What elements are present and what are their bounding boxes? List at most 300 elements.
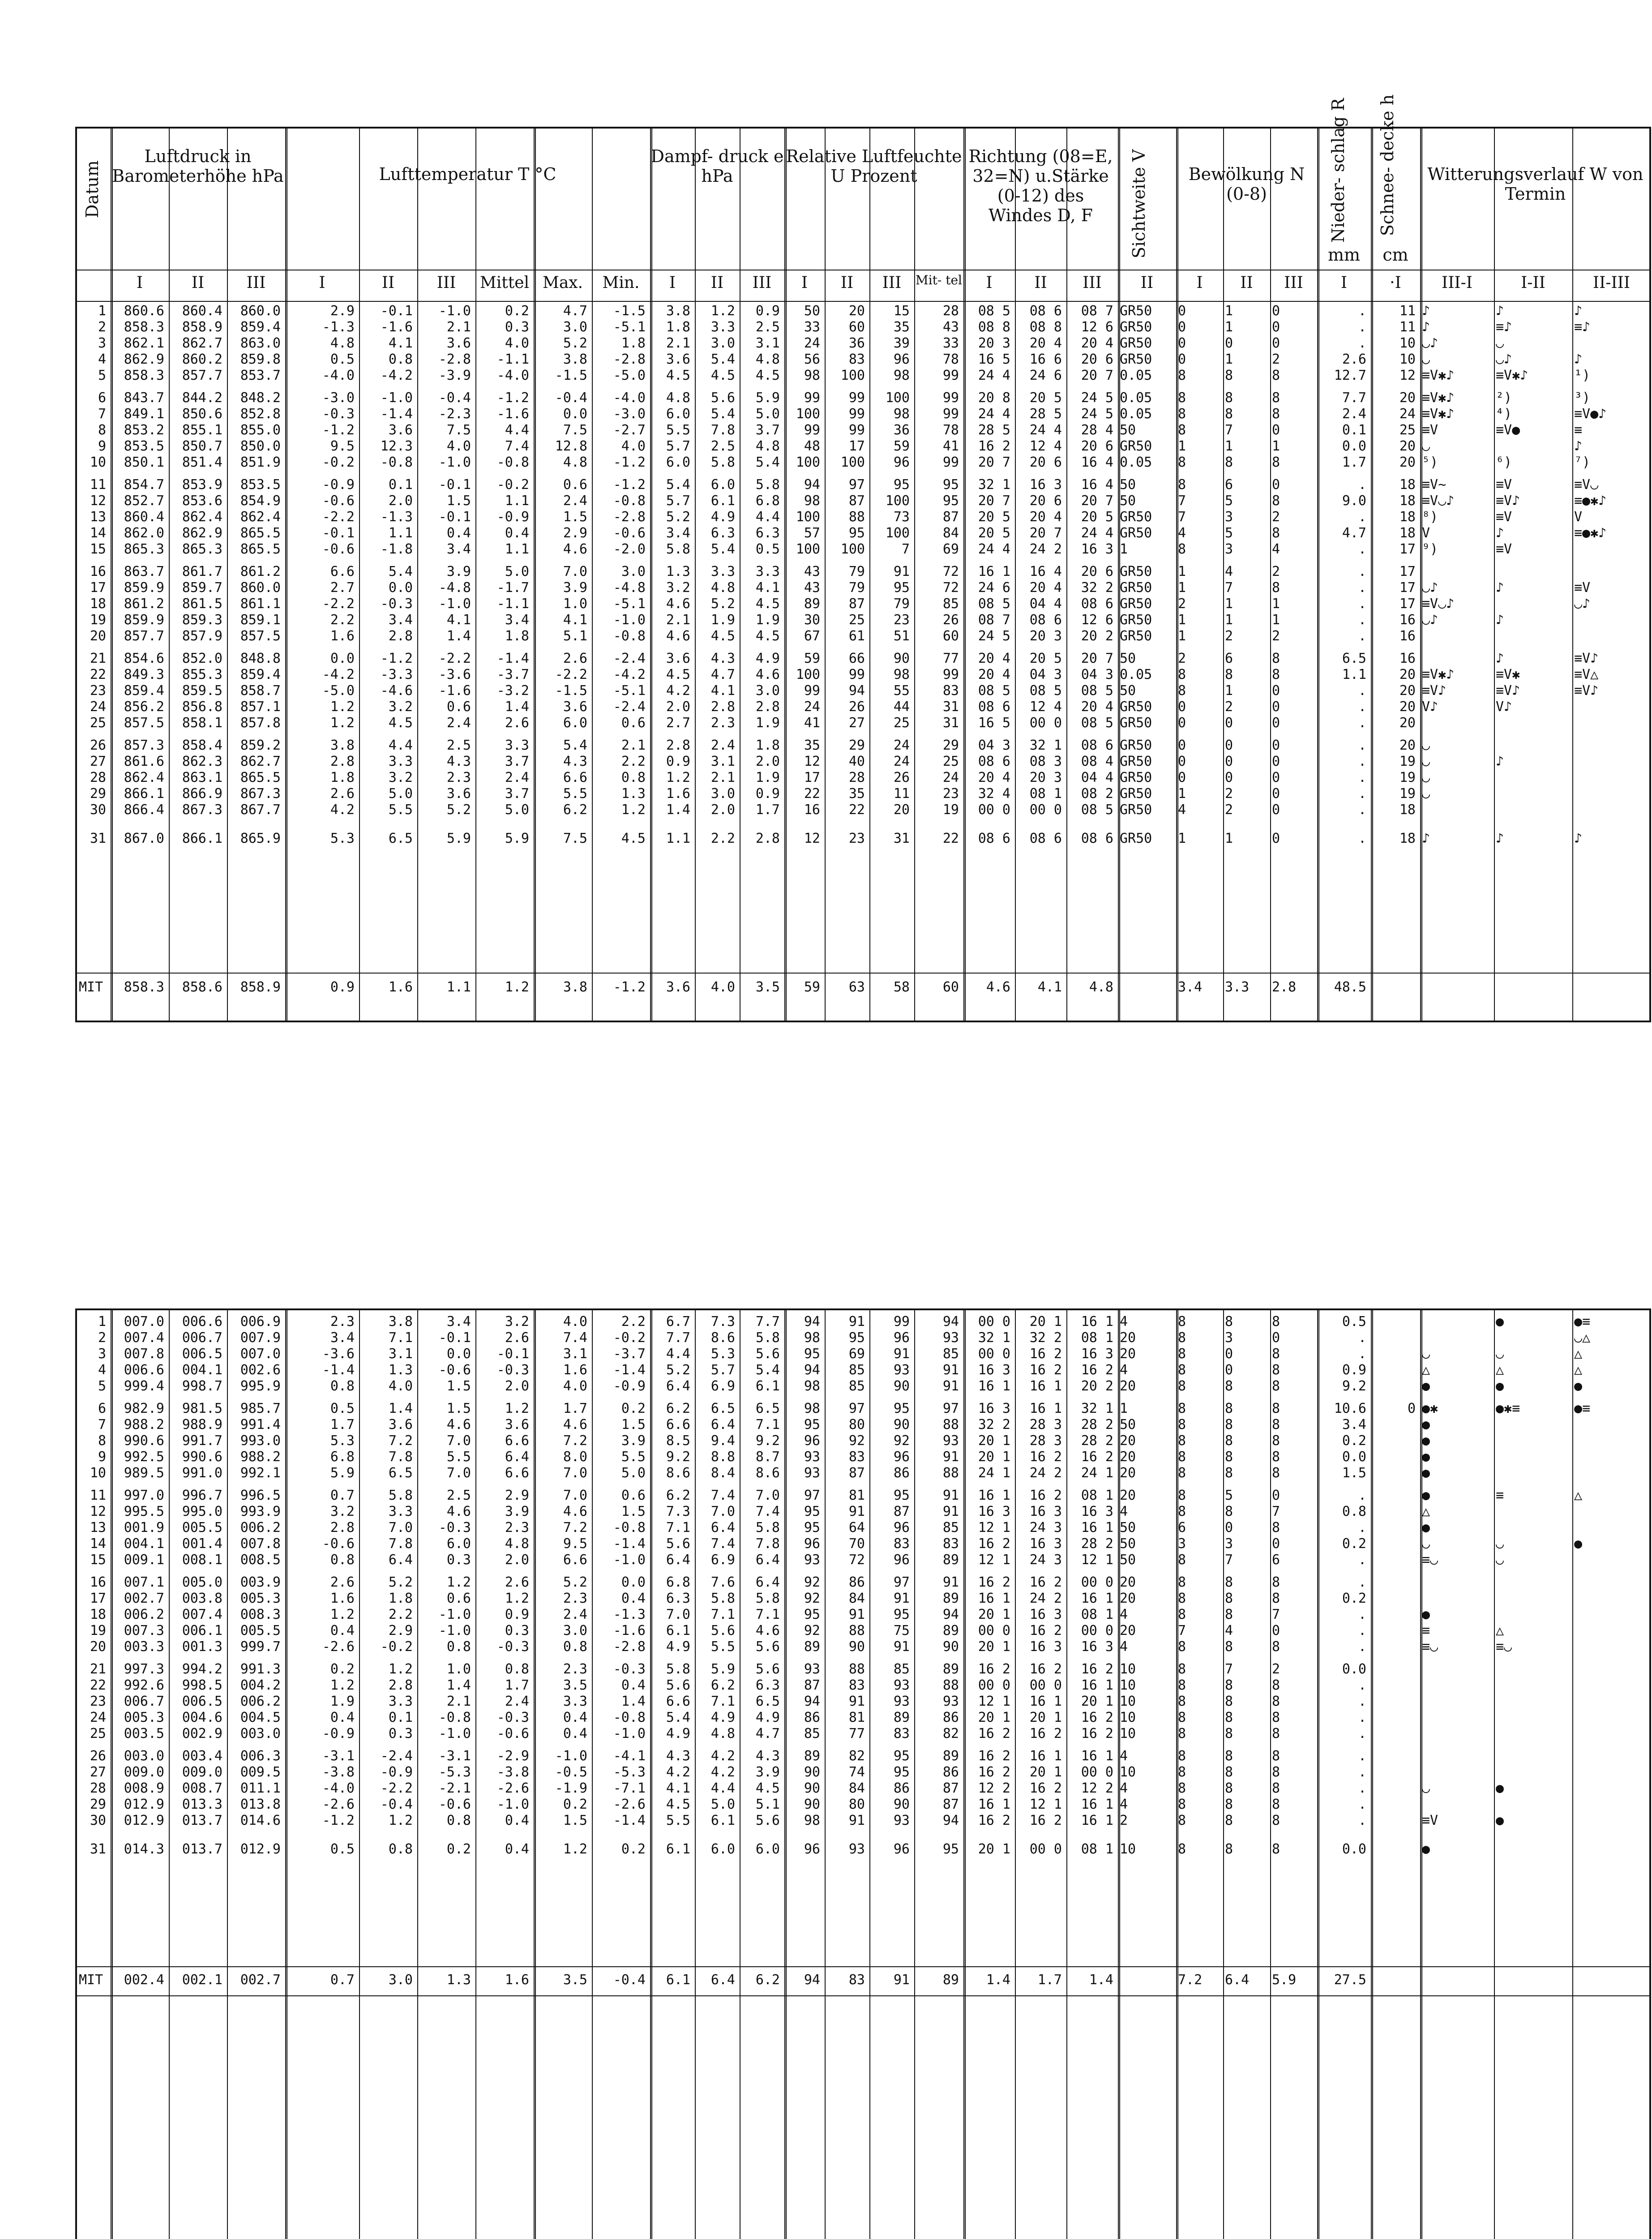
table-cell: 26 bbox=[942, 612, 959, 628]
table-cell: 08 5 bbox=[978, 683, 1010, 699]
table-cell: 4.9 bbox=[755, 651, 780, 666]
subheader-10: II bbox=[710, 274, 724, 292]
table-cell: 90 bbox=[893, 651, 910, 666]
table-cell: 006.5 bbox=[182, 1346, 223, 1362]
table-cell: . bbox=[1358, 612, 1366, 628]
table-cell: 85 bbox=[942, 1346, 959, 1362]
table-cell: ● bbox=[1496, 1780, 1504, 1796]
table-cell: 993.9 bbox=[240, 1504, 281, 1519]
table-cell: 9 bbox=[98, 1449, 106, 1465]
table-cell: 8.7 bbox=[755, 1449, 780, 1465]
table-cell: ≡V bbox=[1496, 541, 1512, 557]
table-cell: 2.3 bbox=[505, 1520, 529, 1536]
mean-cell: 002.4 bbox=[124, 1972, 164, 1988]
table-cell: 1 bbox=[1225, 352, 1233, 367]
table-cell: 857.5 bbox=[240, 628, 281, 644]
table-cell: 3.0 bbox=[563, 1623, 587, 1639]
table-cell: 90 bbox=[942, 1639, 959, 1655]
table-cell: 16 4 bbox=[1029, 564, 1062, 579]
table-cell: 20 bbox=[1399, 715, 1416, 731]
table-cell: 2.4 bbox=[710, 738, 735, 753]
table-cell: 6.1 bbox=[710, 493, 735, 509]
table-cell: -4.0 bbox=[613, 390, 646, 406]
table-cell: V bbox=[1422, 525, 1430, 541]
table-cell: 59 bbox=[804, 651, 820, 666]
table-cell: 1.3 bbox=[621, 786, 646, 802]
table-cell: 8 bbox=[1178, 1433, 1186, 1449]
table-cell: 93 bbox=[804, 1661, 820, 1677]
table-cell: . bbox=[1358, 754, 1366, 769]
table-cell: . bbox=[1358, 1488, 1366, 1503]
table-cell: 24 4 bbox=[978, 368, 1010, 383]
table-cell: 1.7 bbox=[330, 1417, 355, 1433]
table-cell: -4.8 bbox=[613, 580, 646, 596]
table-cell: 853.2 bbox=[124, 422, 164, 438]
table-cell: ◡♪ bbox=[1422, 612, 1438, 628]
table-cell: 8 bbox=[1272, 1465, 1280, 1481]
table-cell: 99 bbox=[942, 368, 959, 383]
table-cell: 94 bbox=[804, 1314, 820, 1330]
subheader-20: I bbox=[1196, 274, 1203, 292]
table-cell: 6.0 bbox=[710, 1841, 735, 1857]
table-cell: 16 3 bbox=[978, 1504, 1010, 1519]
table-cell: 859.7 bbox=[182, 580, 223, 596]
table-cell: 2.1 bbox=[621, 738, 646, 753]
table-cell: 4.4 bbox=[710, 1780, 735, 1796]
table-cell: -0.6 bbox=[496, 1726, 529, 1741]
table-cell: 24 bbox=[942, 770, 959, 785]
table-cell: 10 bbox=[1120, 1841, 1136, 1857]
table-cell: 50 bbox=[1120, 651, 1136, 666]
mean-cell: 1.4 bbox=[986, 1972, 1010, 1988]
table-row bbox=[77, 580, 1652, 596]
table-cell: 1.8 bbox=[621, 335, 646, 351]
table-cell: 24 3 bbox=[1029, 1552, 1062, 1568]
table-cell: 8 bbox=[1178, 1764, 1186, 1780]
table-cell: -1.0 bbox=[438, 1623, 471, 1639]
table-cell: 6.0 bbox=[666, 406, 690, 422]
table-row bbox=[77, 390, 1652, 406]
table-cell: 2 bbox=[1272, 564, 1280, 579]
table-cell: 862.4 bbox=[182, 509, 223, 525]
table-cell: 12 2 bbox=[978, 1780, 1010, 1796]
table-cell: 0 bbox=[1407, 1401, 1416, 1416]
table-cell: ●✱≡ bbox=[1496, 1401, 1520, 1416]
table-row bbox=[77, 1841, 1652, 1857]
table-cell: 991.0 bbox=[182, 1465, 223, 1481]
table-cell: -2.8 bbox=[613, 352, 646, 367]
table-cell: 5.3 bbox=[330, 1433, 355, 1449]
table-cell: 861.2 bbox=[240, 564, 281, 579]
table-cell: 13 bbox=[90, 1520, 106, 1536]
table-cell: 4.0 bbox=[621, 438, 646, 454]
table-cell: 16 2 bbox=[1029, 1488, 1062, 1503]
table-cell: 6.3 bbox=[755, 525, 780, 541]
subheader-7: Max. bbox=[542, 274, 583, 292]
table-cell: 28 4 bbox=[1081, 422, 1113, 438]
table-cell: 8 bbox=[1178, 1607, 1186, 1622]
table-row bbox=[77, 1362, 1652, 1378]
table-cell: -1.6 bbox=[613, 1623, 646, 1639]
table-cell: -3.7 bbox=[613, 1346, 646, 1362]
table-cell: 8 bbox=[1178, 1661, 1186, 1677]
table-cell: 4.5 bbox=[755, 368, 780, 383]
table-cell: -1.0 bbox=[438, 1607, 471, 1622]
table-cell: 8 bbox=[1272, 1574, 1280, 1590]
table-cell: 12 1 bbox=[1029, 1797, 1062, 1812]
table-row bbox=[77, 1623, 1652, 1639]
table-cell: 2.4 bbox=[505, 1694, 529, 1709]
table-cell: 8 bbox=[1225, 368, 1233, 383]
table-cell: . bbox=[1358, 683, 1366, 699]
table-cell: 88 bbox=[942, 1465, 959, 1481]
table-cell: 7 bbox=[98, 406, 106, 422]
table-cell: -7.1 bbox=[613, 1780, 646, 1796]
table-cell: 36 bbox=[848, 335, 865, 351]
table-cell: 857.1 bbox=[240, 699, 281, 715]
table-cell: 99 bbox=[804, 390, 820, 406]
subheader-22: III bbox=[1284, 274, 1303, 292]
table-cell: 857.9 bbox=[182, 628, 223, 644]
table-cell: 5.3 bbox=[330, 831, 355, 846]
table-cell: 4 bbox=[1120, 1504, 1128, 1519]
table-cell: GR50 bbox=[1120, 738, 1152, 753]
table-cell: 4.8 bbox=[755, 438, 780, 454]
table-cell: 8 bbox=[1225, 1748, 1233, 1764]
table-cell: 993.0 bbox=[240, 1433, 281, 1449]
table-cell: 28 bbox=[90, 1780, 106, 1796]
table-cell: 0.4 bbox=[505, 1813, 529, 1828]
table-cell: 1.2 bbox=[621, 802, 646, 818]
table-cell: 6.6 bbox=[563, 770, 587, 785]
table-cell: 3.7 bbox=[505, 786, 529, 802]
table-cell: 859.5 bbox=[182, 683, 223, 699]
table-cell: 16 1 bbox=[978, 1488, 1010, 1503]
table-cell: 5.8 bbox=[710, 455, 735, 470]
table-cell: 16 bbox=[1399, 628, 1416, 644]
table-cell: 00 0 bbox=[978, 1346, 1010, 1362]
table-cell: 16 2 bbox=[1081, 1362, 1113, 1378]
table-cell: 0.0 bbox=[1342, 438, 1366, 454]
mean-cell: 58 bbox=[893, 979, 910, 995]
table-cell: 20 1 bbox=[978, 1607, 1010, 1622]
table-cell: 16 3 bbox=[1029, 1536, 1062, 1552]
table-cell: -1.9 bbox=[555, 1780, 587, 1796]
table-cell: 5.9 bbox=[446, 831, 471, 846]
table-cell: 8 bbox=[1272, 1362, 1280, 1378]
table-cell: 7.1 bbox=[755, 1417, 780, 1433]
table-cell: -0.3 bbox=[380, 596, 413, 612]
table-cell: 014.3 bbox=[124, 1841, 164, 1857]
table-cell: 8.8 bbox=[710, 1449, 735, 1465]
table-cell: 1.2 bbox=[563, 1841, 587, 1857]
subheader-23: I bbox=[1340, 274, 1348, 292]
table-cell: 5.5 bbox=[666, 422, 690, 438]
table-row bbox=[77, 1710, 1652, 1726]
table-cell: 2 bbox=[1272, 352, 1280, 367]
table-cell: 1.2 bbox=[330, 1677, 355, 1693]
table-cell: 10 bbox=[1120, 1710, 1136, 1725]
table-cell: 2.4 bbox=[563, 1607, 587, 1622]
table-cell: 005.3 bbox=[240, 1591, 281, 1606]
table-cell: . bbox=[1358, 715, 1366, 731]
mean-cell: 6.2 bbox=[755, 1972, 780, 1988]
table-cell: 25 bbox=[90, 1726, 106, 1741]
table-cell: 94 bbox=[942, 1607, 959, 1622]
table-cell: 2 bbox=[1225, 786, 1233, 802]
table-cell: 100 bbox=[796, 455, 820, 470]
table-cell: 5.5 bbox=[563, 786, 587, 802]
table-cell: 6.1 bbox=[710, 1813, 735, 1828]
table-cell: 8 bbox=[1272, 1677, 1280, 1693]
table-cell: ◡ bbox=[1496, 335, 1504, 351]
table-cell: ≡V bbox=[1574, 580, 1591, 596]
table-cell: 8 bbox=[1178, 1346, 1186, 1362]
table-cell: 4.7 bbox=[710, 667, 735, 682]
table-cell: 8 bbox=[1178, 1504, 1186, 1519]
table-cell: 31 bbox=[90, 831, 106, 846]
table-cell: 5.1 bbox=[563, 628, 587, 644]
table-cell: 16 2 bbox=[978, 438, 1010, 454]
table-cell: 3.2 bbox=[666, 580, 690, 596]
subheader-5: III bbox=[437, 274, 456, 292]
table-cell: 35 bbox=[804, 738, 820, 753]
table-cell: 1.6 bbox=[330, 1591, 355, 1606]
table-cell: 865.5 bbox=[240, 525, 281, 541]
table-cell: ◡ bbox=[1422, 1346, 1430, 1362]
table-cell: 87 bbox=[848, 1465, 865, 1481]
table-cell: 4.2 bbox=[710, 1764, 735, 1780]
table-cell: 012.9 bbox=[240, 1841, 281, 1857]
table-cell: 8 bbox=[1225, 1591, 1233, 1606]
table-cell: 8.4 bbox=[710, 1465, 735, 1481]
table-cell: 88 bbox=[942, 1677, 959, 1693]
table-cell: 77 bbox=[848, 1726, 865, 1741]
table-cell: 7.0 bbox=[563, 564, 587, 579]
table-row bbox=[77, 1591, 1652, 1607]
table-cell: 5.6 bbox=[666, 1536, 690, 1552]
table-cell: 1.5 bbox=[621, 1417, 646, 1433]
table-cell: 16 2 bbox=[978, 1813, 1010, 1828]
table-cell: 2.8 bbox=[388, 628, 413, 644]
table-cell: 862.9 bbox=[182, 525, 223, 541]
table-cell: 99 bbox=[848, 422, 865, 438]
table-cell: 20 8 bbox=[978, 390, 1010, 406]
header-witterungsverlauf: Witterungsverlauf W von Termin bbox=[1427, 164, 1643, 204]
table-cell: 3 bbox=[98, 335, 106, 351]
table-cell: 850.7 bbox=[182, 438, 223, 454]
table-cell: V♪ bbox=[1496, 699, 1512, 715]
mean-cell: 91 bbox=[893, 1972, 910, 1988]
table-cell: 3.0 bbox=[563, 319, 587, 335]
table-cell: . bbox=[1358, 1694, 1366, 1709]
table-cell: 08 5 bbox=[1029, 683, 1062, 699]
table-cell: 848.2 bbox=[240, 390, 281, 406]
table-cell: 3 bbox=[1225, 541, 1233, 557]
table-cell: 24 6 bbox=[1029, 368, 1062, 383]
table-cell: ≡V● bbox=[1496, 422, 1520, 438]
table-cell: ≡V✱♪ bbox=[1422, 368, 1455, 383]
table-row bbox=[77, 1465, 1652, 1481]
table-cell: 7 bbox=[1225, 1661, 1233, 1677]
table-cell: 0.8 bbox=[1342, 1504, 1366, 1519]
table-cell: -0.8 bbox=[613, 1520, 646, 1536]
table-cell: 4.5 bbox=[388, 715, 413, 731]
table-cell: 2.0 bbox=[710, 802, 735, 818]
table-cell: 22 bbox=[90, 1677, 106, 1693]
table-cell: 99 bbox=[942, 455, 959, 470]
table-cell: -1.6 bbox=[496, 406, 529, 422]
table-cell: 992.6 bbox=[124, 1677, 164, 1693]
table-cell: 94 bbox=[804, 477, 820, 493]
table-cell: 93 bbox=[942, 1694, 959, 1709]
mean-cell: -0.4 bbox=[613, 1972, 646, 1988]
table-cell: 16 2 bbox=[1029, 1623, 1062, 1639]
table-cell: 89 bbox=[942, 1623, 959, 1639]
table-cell: . bbox=[1358, 628, 1366, 644]
subheader-21: II bbox=[1240, 274, 1253, 292]
table-cell: -4.2 bbox=[613, 667, 646, 682]
table-cell: -5.3 bbox=[613, 1764, 646, 1780]
table-cell: ♪ bbox=[1574, 352, 1583, 367]
table-cell: 4.3 bbox=[446, 754, 471, 769]
table-cell: 92 bbox=[804, 1574, 820, 1590]
table-cell: 92 bbox=[848, 1433, 865, 1449]
table-cell: 852.7 bbox=[124, 493, 164, 509]
table-cell: 853.5 bbox=[124, 438, 164, 454]
table-cell: 866.1 bbox=[124, 786, 164, 802]
table-cell: 0.0 bbox=[446, 1346, 471, 1362]
table-cell: 4.3 bbox=[666, 1748, 690, 1764]
table-row bbox=[77, 1536, 1652, 1552]
table-cell: -2.8 bbox=[613, 509, 646, 525]
table-cell: 003.5 bbox=[124, 1726, 164, 1741]
table-cell: ◡ bbox=[1496, 1552, 1504, 1568]
table-cell: GR50 bbox=[1120, 438, 1152, 454]
table-cell: 99 bbox=[848, 390, 865, 406]
table-cell: 2.1 bbox=[666, 335, 690, 351]
table-cell: 12 1 bbox=[978, 1520, 1010, 1536]
table-cell: 999.7 bbox=[240, 1639, 281, 1655]
table-cell: 16 2 bbox=[1081, 1661, 1113, 1677]
table-cell: 6.8 bbox=[666, 1574, 690, 1590]
table-cell: 16 1 bbox=[1081, 1797, 1113, 1812]
table-cell: 862.7 bbox=[240, 754, 281, 769]
table-cell: 5.6 bbox=[666, 1677, 690, 1693]
table-cell: 8.6 bbox=[666, 1465, 690, 1481]
table-cell: 7.0 bbox=[666, 1607, 690, 1622]
table-cell: 2.2 bbox=[388, 1607, 413, 1622]
table-cell: 75 bbox=[893, 1623, 910, 1639]
table-cell: 0 bbox=[1178, 352, 1186, 367]
table-cell: . bbox=[1358, 1813, 1366, 1828]
table-cell: -3.0 bbox=[613, 406, 646, 422]
table-cell: 867.7 bbox=[240, 802, 281, 818]
table-cell: 08 1 bbox=[1081, 1488, 1113, 1503]
table-cell: ◡♪ bbox=[1422, 580, 1438, 596]
table-cell: 7.0 bbox=[446, 1465, 471, 1481]
table-cell: 0 bbox=[1272, 831, 1280, 846]
table-cell: . bbox=[1358, 303, 1366, 319]
mean-cell: 27.5 bbox=[1334, 1972, 1366, 1988]
table-cell: 009.0 bbox=[124, 1764, 164, 1780]
table-cell: 85 bbox=[942, 596, 959, 612]
table-cell: 16 2 bbox=[978, 1748, 1010, 1764]
table-cell: 6.5 bbox=[1342, 651, 1366, 666]
table-cell: 0 bbox=[1272, 683, 1280, 699]
table-cell: 6.4 bbox=[666, 1552, 690, 1568]
table-cell: -0.4 bbox=[380, 1797, 413, 1812]
table-cell: 006.2 bbox=[240, 1520, 281, 1536]
table-cell: 82 bbox=[942, 1726, 959, 1741]
table-cell: 87 bbox=[942, 1797, 959, 1812]
table-cell: 1.9 bbox=[710, 612, 735, 628]
table-cell: 4.4 bbox=[388, 738, 413, 753]
table-cell: 11 bbox=[90, 477, 106, 493]
table-cell: 2.8 bbox=[330, 754, 355, 769]
table-cell: 002.6 bbox=[240, 1362, 281, 1378]
table-cell: 0.2 bbox=[621, 1401, 646, 1416]
table-cell: 012.9 bbox=[124, 1797, 164, 1812]
table-cell: 50 bbox=[1120, 493, 1136, 509]
table-cell: 16 2 bbox=[1029, 1449, 1062, 1465]
table-cell: 3.1 bbox=[563, 1346, 587, 1362]
table-cell: 93 bbox=[942, 1330, 959, 1346]
table-cell: 88 bbox=[942, 1417, 959, 1433]
table-cell: 26 bbox=[90, 1748, 106, 1764]
table-cell: -1.2 bbox=[380, 651, 413, 666]
table-cell: 8 bbox=[1272, 580, 1280, 596]
table-cell: 100 bbox=[885, 525, 910, 541]
table-cell: 8 bbox=[1272, 1841, 1280, 1857]
table-cell: 5.8 bbox=[755, 1330, 780, 1346]
table-cell: 0.05 bbox=[1120, 390, 1152, 406]
table-cell: 12 1 bbox=[1081, 1552, 1113, 1568]
table-cell: 2.4 bbox=[1342, 406, 1366, 422]
table-cell: 89 bbox=[942, 1748, 959, 1764]
table-cell: 95 bbox=[893, 1607, 910, 1622]
table-cell: 861.1 bbox=[240, 596, 281, 612]
table-cell: 4.0 bbox=[446, 438, 471, 454]
table-cell: 2.1 bbox=[446, 1694, 471, 1709]
table-cell: GR50 bbox=[1120, 612, 1152, 628]
table-cell: 93 bbox=[848, 1841, 865, 1857]
table-cell: 24 bbox=[1399, 406, 1416, 422]
header-datum: Datum bbox=[82, 160, 102, 218]
table-cell: 17 bbox=[1399, 564, 1416, 579]
table-cell: 96 bbox=[893, 1552, 910, 1568]
table-cell: 95 bbox=[893, 477, 910, 493]
table-cell: 008.1 bbox=[182, 1552, 223, 1568]
table-cell: 32 1 bbox=[978, 477, 1010, 493]
table-cell: 013.3 bbox=[182, 1797, 223, 1812]
table-cell: 8 bbox=[1272, 1639, 1280, 1655]
subheader-18: III bbox=[1083, 274, 1102, 292]
table-cell: 4.8 bbox=[755, 352, 780, 367]
table-cell: 50 bbox=[1120, 1520, 1136, 1536]
table-cell: 100 bbox=[840, 455, 865, 470]
table-cell: 4.4 bbox=[666, 1346, 690, 1362]
table-cell: 20 bbox=[1120, 1330, 1136, 1346]
table-cell: 852.0 bbox=[182, 651, 223, 666]
table-cell: 858.1 bbox=[182, 715, 223, 731]
mean-cell: 6.4 bbox=[1225, 1972, 1250, 1988]
table-cell: -2.4 bbox=[613, 651, 646, 666]
table-cell: 08 6 bbox=[1029, 831, 1062, 846]
table-cell: 24 5 bbox=[1081, 390, 1113, 406]
table-cell: 0.6 bbox=[446, 1591, 471, 1606]
table-cell: 12 bbox=[90, 493, 106, 509]
